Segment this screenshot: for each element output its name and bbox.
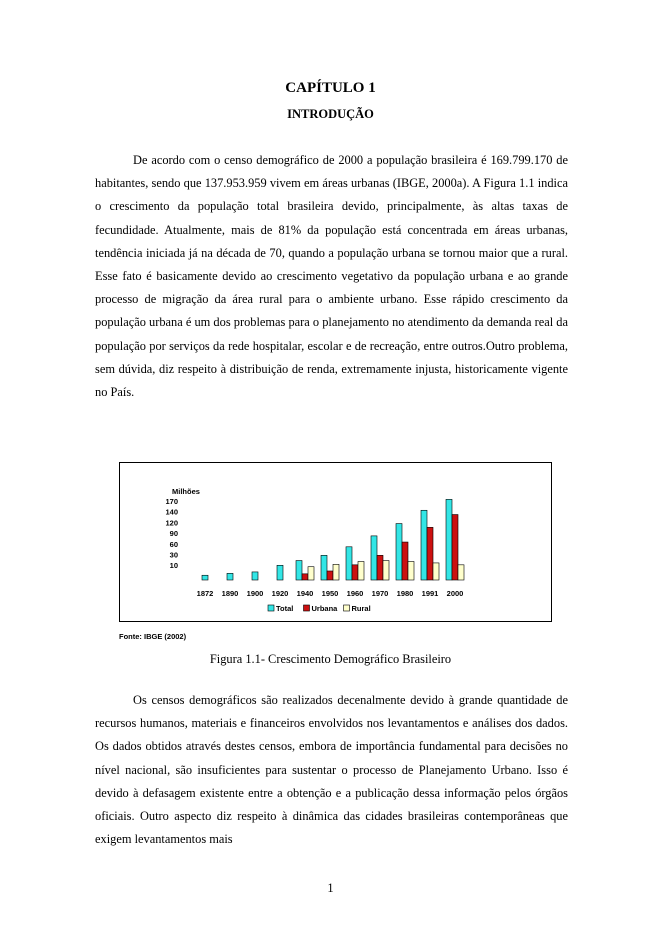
figure-source: Fonte: IBGE (2002)	[119, 632, 187, 641]
population-chart-svg	[120, 463, 553, 623]
x-tick-label: 1950	[321, 589, 339, 598]
bar-total	[346, 547, 352, 580]
chapter-title: CAPÍTULO 1	[285, 80, 376, 96]
paragraph-census	[95, 689, 568, 851]
bar-urbana	[377, 555, 383, 580]
bar-rural	[358, 562, 364, 580]
x-tick-label: 1970	[371, 589, 389, 598]
y-tick-label: 60	[169, 539, 178, 549]
bar-rural	[408, 562, 414, 580]
bar-rural	[333, 564, 339, 580]
x-tick-label: 1991	[421, 589, 439, 598]
bar-total	[202, 575, 208, 580]
y-tick-label: 10	[169, 561, 178, 571]
y-tick-label: 170	[165, 497, 178, 506]
legend-swatch-urbana	[304, 605, 310, 611]
bar-urbana	[302, 574, 308, 580]
bar-total	[252, 572, 258, 580]
bar-urbana	[402, 542, 408, 580]
bar-urbana	[427, 527, 433, 580]
x-tick-label: 1940	[296, 589, 314, 598]
population-chart	[119, 462, 552, 622]
paragraph-census-text: Os censos demográficos são realizados decenalmente devido à grande quantidade de recursos humanos, materiais e financeiros envolvidos nos levantamentos e análises dos dados. Os dados obtidos através destes censos, embora de importância fundamental para decisões no nível nacional, são insuficientes para sustentar o processo de Planejamento Urbano. Isso é devido à defasagem existente entre a obtenção e a publicação dessa informação pelos órgãos oficiais. Outro aspecto diz respeito à dinâmica das cidades brasileiras contemporâneas que exigem levantamentos mais	[95, 693, 568, 847]
paragraph-intro	[95, 149, 568, 404]
bar-total	[277, 565, 283, 580]
y-tick-label: 90	[169, 529, 178, 539]
bar-rural	[433, 563, 439, 580]
bar-urbana	[452, 515, 458, 580]
x-tick-label: 1960	[346, 589, 364, 598]
x-tick-label: 1980	[396, 589, 414, 598]
bar-urbana	[352, 565, 358, 580]
bar-total	[371, 536, 377, 580]
bar-total	[396, 524, 402, 580]
bar-rural	[383, 561, 389, 580]
legend-label-rural: Rural	[351, 604, 371, 613]
x-tick-label: 1890	[221, 589, 239, 598]
page-number: 1	[327, 881, 334, 895]
bar-rural	[308, 567, 314, 580]
figure-caption: Figura 1.1- Crescimento Demográfico Brasileiro	[209, 652, 452, 666]
y-tick-label: 30	[169, 550, 178, 560]
paragraph-intro-text: De acordo com o censo demográfico de 2000 a população brasileira é 169.799.170 de habitantes, sendo que 137.953.959 vivem em áreas urbanas (IBGE, 2000a). A Figura 1.1 indica o crescimento da população total brasileira devido, principalmente, às altas taxas de fecundidade. Atualmente, mais de 81% da população está concentrada em áreas urbanas, tendência iniciada já na década de 70, quando a população urbana se tornou maior que a rural. Esse fato é basicamente devido ao crescimento vegetativo da população urbana e ao grande processo de migração da área rural para o ambiente urbano. Esse rápido crescimento da população urbana é um dos problemas para o planejamento no atendimento da demanda real da população por serviços da rede hospitalar, escolar e de recreação, entre outros.Outro problema, sem dúvida, diz respeito à distribuição de renda, extremamente injusta, historicamente vigente no País.	[95, 153, 568, 400]
bar-urbana	[327, 571, 333, 580]
bar-total	[421, 510, 427, 580]
legend-swatch-rural	[344, 605, 350, 611]
x-tick-label: 1872	[196, 589, 214, 598]
x-tick-label: 2000	[446, 589, 464, 598]
y-tick-label: 120	[165, 518, 178, 528]
chapter-subtitle: INTRODUÇÃO	[287, 107, 374, 121]
y-axis-label: Milhões	[172, 487, 200, 496]
x-tick-label: 1900	[246, 589, 264, 598]
y-tick-label: 140	[165, 507, 178, 517]
x-tick-label: 1920	[271, 589, 289, 598]
bar-total	[321, 555, 327, 580]
bar-total	[296, 561, 302, 580]
legend-label-urbana: Urbana	[311, 604, 338, 613]
bar-rural	[458, 565, 464, 580]
bar-total	[446, 499, 452, 580]
legend-label-total: Total	[276, 604, 294, 613]
legend-swatch-total	[268, 605, 274, 611]
bar-total	[227, 573, 233, 580]
